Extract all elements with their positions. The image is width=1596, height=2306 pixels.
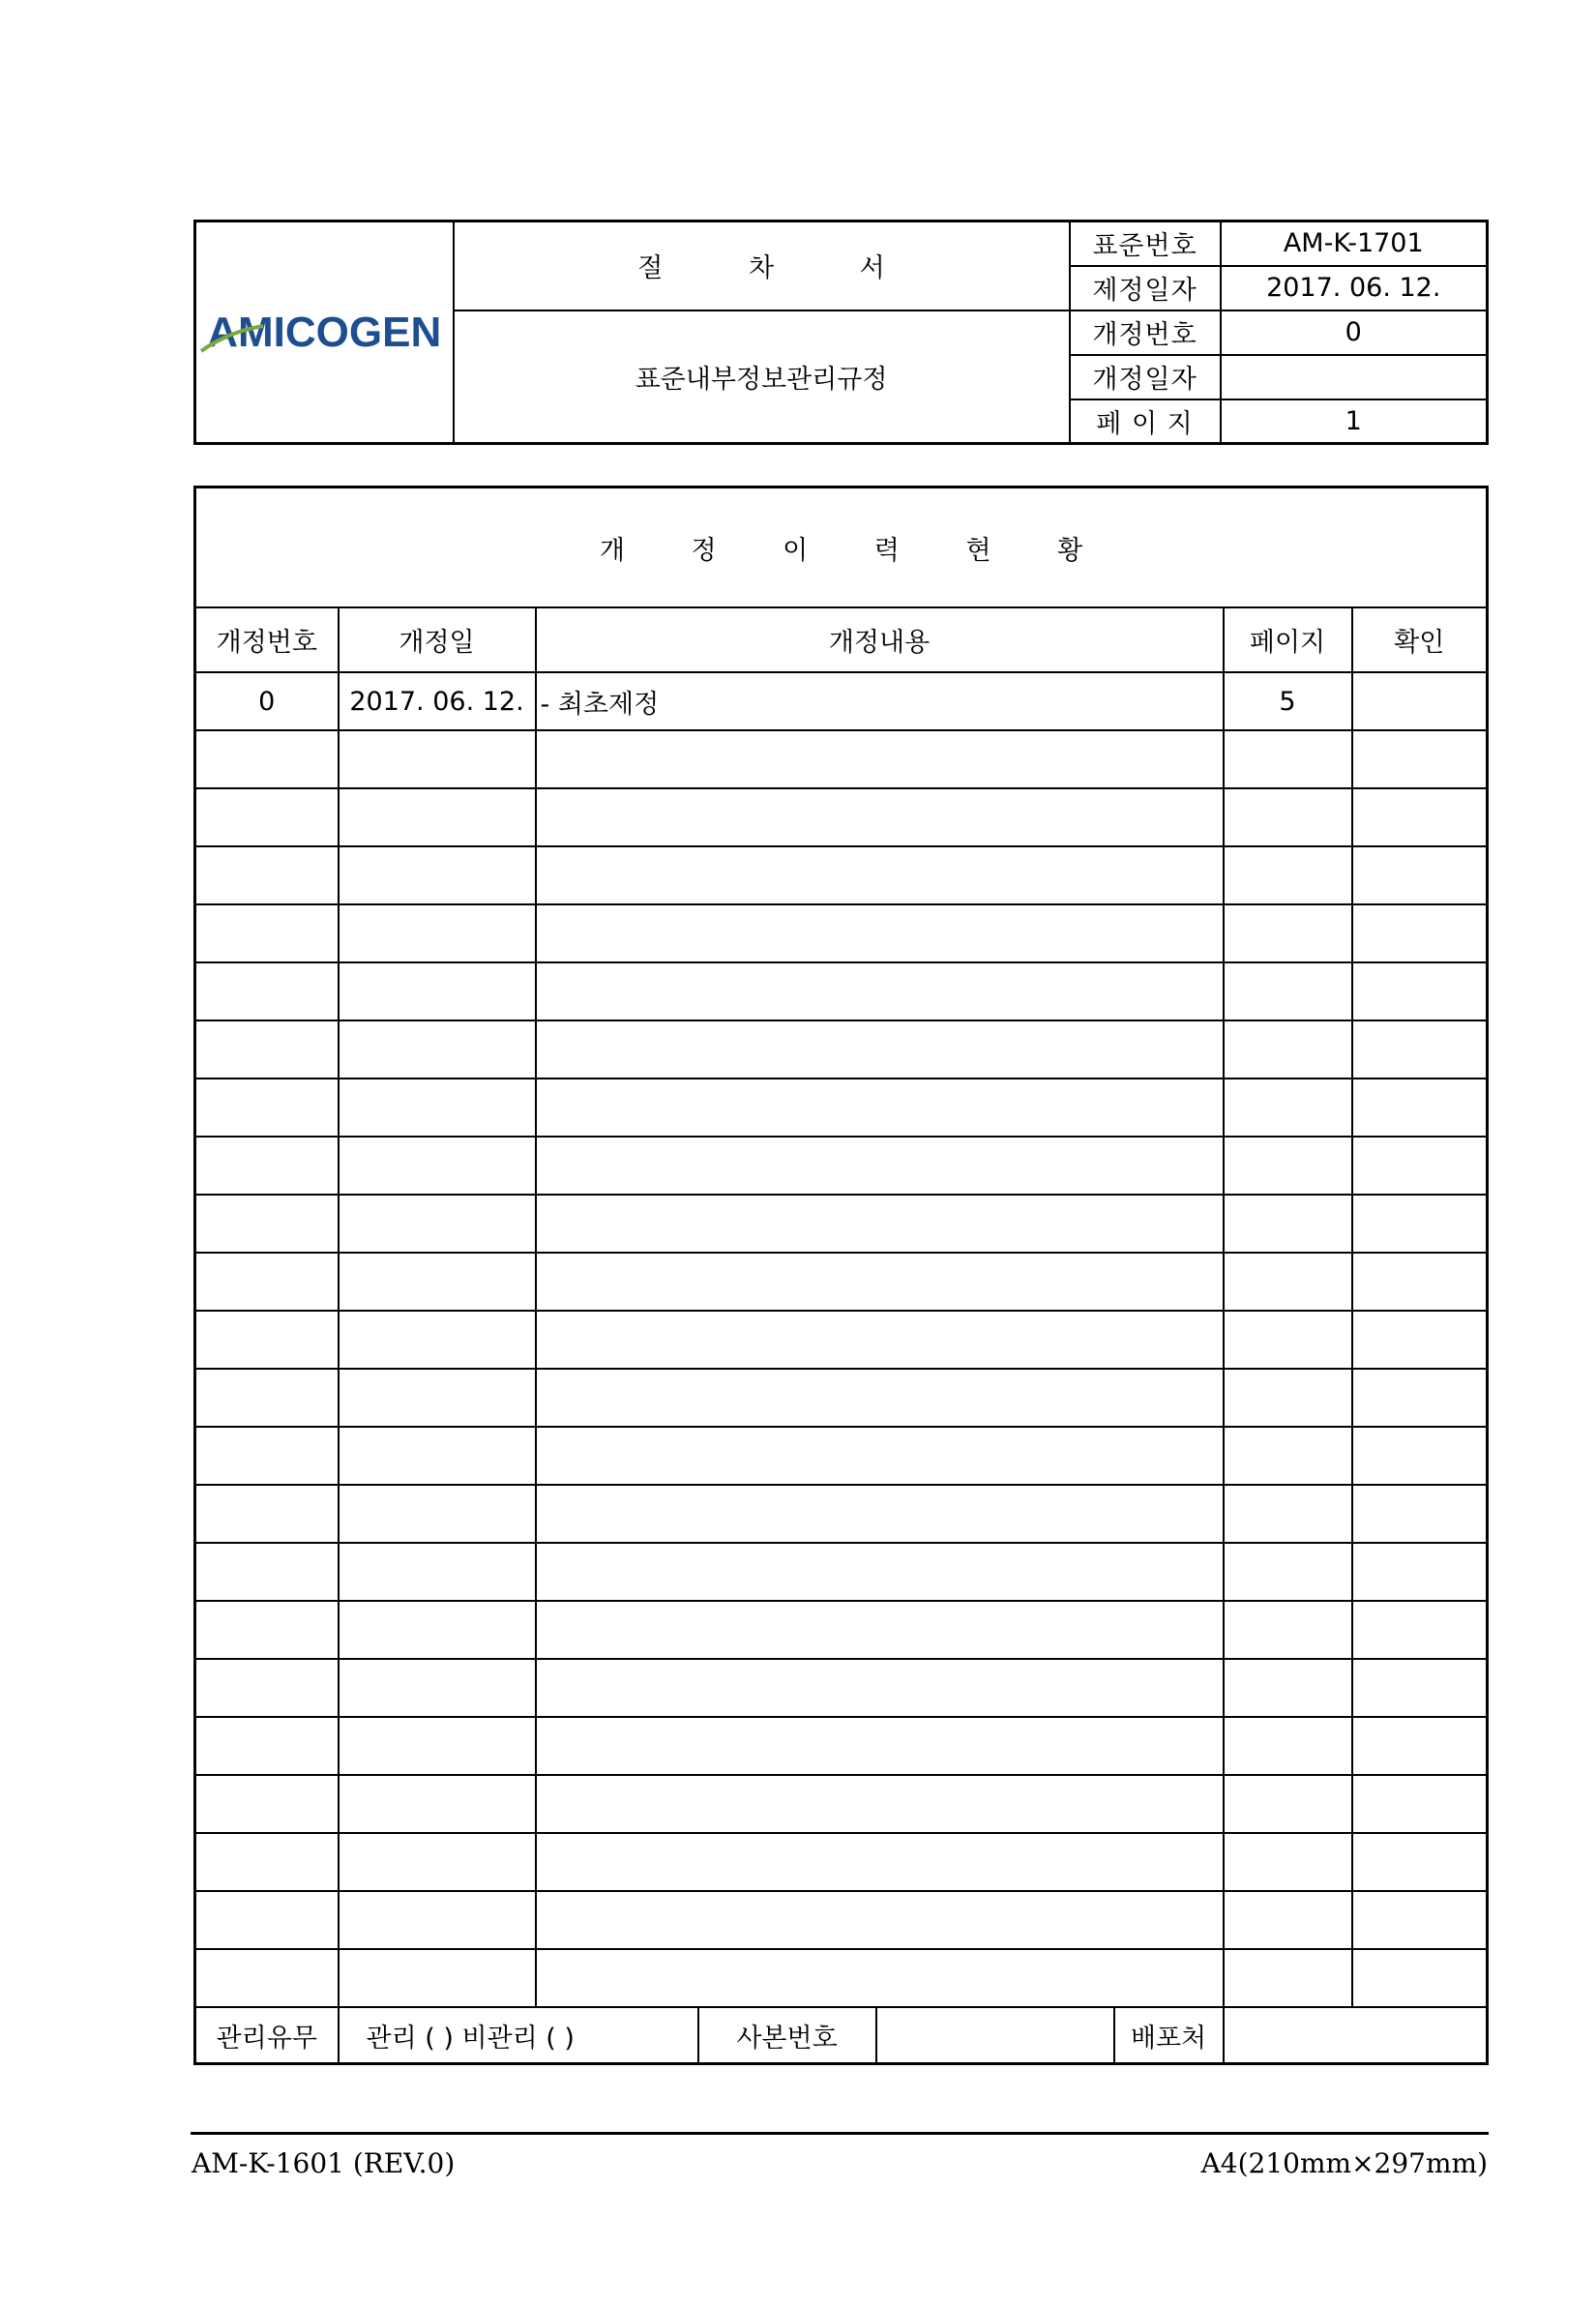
cell-revision-date (339, 1253, 536, 1311)
amicogen-logo (196, 309, 453, 357)
cell-revision-no (195, 1020, 339, 1079)
cell-page (1224, 1717, 1352, 1775)
cell-confirm (1352, 1485, 1488, 1543)
cell-revision-no (195, 1717, 339, 1775)
cell-revision-date (339, 1891, 536, 1949)
cell-page (1224, 1601, 1352, 1659)
cell-revision-content (536, 1079, 1224, 1137)
paper-size: A4(210mm×297mm) (1200, 2147, 1488, 2179)
cell-revision-no (195, 1195, 339, 1253)
cell-page (1224, 1833, 1352, 1891)
cell-revision-date (339, 1195, 536, 1253)
cell-revision-date (339, 1601, 536, 1659)
cell-revision-no (195, 904, 339, 962)
cell-confirm (1352, 1601, 1488, 1659)
cell-confirm (1352, 1369, 1488, 1427)
cell-page (1224, 788, 1352, 846)
table-row (195, 1949, 1488, 2007)
logo-swoosh-icon (199, 303, 267, 361)
cell-revision-no (195, 1485, 339, 1543)
meta-value-revision-no: 0 (1221, 310, 1488, 355)
cell-revision-date (339, 1949, 536, 2007)
cell-revision-date (339, 1659, 536, 1717)
document-type: 절 차 서 (454, 222, 1070, 310)
logo-text: AMICOGEN (207, 308, 442, 356)
cell-confirm (1352, 904, 1488, 962)
cell-revision-no: 0 (195, 672, 339, 730)
table-row (195, 1253, 1488, 1311)
cell-revision-content (536, 962, 1224, 1020)
meta-value-standard-no: AM-K-1701 (1221, 222, 1488, 266)
cell-page (1224, 1195, 1352, 1253)
cell-revision-content (536, 788, 1224, 846)
cell-revision-content (536, 1253, 1224, 1311)
table-row (195, 846, 1488, 904)
cell-confirm (1352, 1717, 1488, 1775)
table-row (195, 1775, 1488, 1833)
table-row (195, 1659, 1488, 1717)
document-name: 표준내부정보관리규정 (454, 310, 1070, 444)
meta-label-revision-date: 개정일자 (1070, 355, 1221, 399)
cell-page (1224, 1020, 1352, 1079)
cell-confirm (1352, 1543, 1488, 1601)
cell-confirm (1352, 1079, 1488, 1137)
cell-revision-no (195, 1427, 339, 1485)
column-header-confirm: 확인 (1352, 607, 1488, 672)
table-row (195, 788, 1488, 846)
cell-page (1224, 1659, 1352, 1717)
cell-revision-date: 2017. 06. 12. (339, 672, 536, 730)
document-header (193, 220, 1489, 445)
logo-cell (195, 222, 454, 444)
cell-revision-content (536, 1659, 1224, 1717)
cell-confirm (1352, 1427, 1488, 1485)
cell-page (1224, 1949, 1352, 2007)
cell-page: 5 (1224, 672, 1352, 730)
cell-confirm (1352, 730, 1488, 788)
cell-page (1224, 1369, 1352, 1427)
management-footer-row (195, 2007, 1488, 2064)
cell-page (1224, 1311, 1352, 1369)
table-row (195, 1369, 1488, 1427)
management-label: 관리유무 (195, 2007, 339, 2064)
cell-revision-no (195, 1891, 339, 1949)
cell-page (1224, 1485, 1352, 1543)
history-header-row (195, 607, 1488, 672)
meta-value-established-date: 2017. 06. 12. (1221, 266, 1488, 310)
cell-confirm (1352, 1833, 1488, 1891)
cell-revision-no (195, 846, 339, 904)
cell-revision-content (536, 1137, 1224, 1195)
cell-confirm (1352, 1949, 1488, 2007)
meta-label-standard-no: 표준번호 (1070, 222, 1221, 266)
table-row (195, 1717, 1488, 1775)
cell-revision-no (195, 788, 339, 846)
cell-revision-no (195, 1543, 339, 1601)
cell-revision-date (339, 962, 536, 1020)
cell-revision-date (339, 1717, 536, 1775)
cell-revision-content (536, 1195, 1224, 1253)
cell-revision-date (339, 846, 536, 904)
cell-revision-content (536, 1949, 1224, 2007)
table-row (195, 1079, 1488, 1137)
cell-revision-no (195, 1369, 339, 1427)
cell-page (1224, 1253, 1352, 1311)
cell-revision-date (339, 1369, 536, 1427)
table-row (195, 672, 1488, 730)
column-header-revision-content: 개정내용 (536, 607, 1224, 672)
meta-value-revision-date (1221, 355, 1488, 399)
cell-confirm (1352, 846, 1488, 904)
cell-page (1224, 1891, 1352, 1949)
cell-revision-content (536, 1543, 1224, 1601)
cell-confirm (1352, 1137, 1488, 1195)
management-checkbox-field[interactable]: 관리 ( ) 비관리 ( ) (339, 2007, 698, 2064)
cell-revision-content (536, 1427, 1224, 1485)
table-row (195, 1137, 1488, 1195)
column-header-revision-date: 개정일 (339, 607, 536, 672)
cell-revision-content (536, 1717, 1224, 1775)
table-row (195, 1427, 1488, 1485)
table-row (195, 1543, 1488, 1601)
cell-revision-content: - 최초제정 (536, 672, 1224, 730)
cell-confirm (1352, 1253, 1488, 1311)
cell-revision-no (195, 1775, 339, 1833)
cell-revision-content (536, 1369, 1224, 1427)
table-row (195, 1601, 1488, 1659)
cell-revision-date (339, 1020, 536, 1079)
cell-confirm (1352, 1195, 1488, 1253)
cell-page (1224, 904, 1352, 962)
table-row (195, 1195, 1488, 1253)
column-header-page: 페이지 (1224, 607, 1352, 672)
cell-revision-content (536, 1020, 1224, 1079)
cell-confirm (1352, 788, 1488, 846)
cell-revision-date (339, 788, 536, 846)
cell-revision-no (195, 1949, 339, 2007)
cell-revision-content (536, 730, 1224, 788)
cell-revision-no (195, 730, 339, 788)
revision-history-table (193, 486, 1489, 2065)
cell-revision-no (195, 1079, 339, 1137)
table-row (195, 1833, 1488, 1891)
form-code: AM-K-1601 (REV.0) (192, 2147, 456, 2179)
cell-confirm (1352, 1775, 1488, 1833)
cell-revision-content (536, 1775, 1224, 1833)
cell-revision-no (195, 1659, 339, 1717)
footer-divider (191, 2132, 1489, 2135)
cell-revision-date (339, 1137, 536, 1195)
cell-revision-no (195, 1137, 339, 1195)
cell-confirm (1352, 1311, 1488, 1369)
cell-revision-date (339, 730, 536, 788)
cell-revision-content (536, 1891, 1224, 1949)
cell-revision-date (339, 1427, 536, 1485)
cell-revision-no (195, 1253, 339, 1311)
copy-number-field[interactable] (876, 2007, 1114, 2064)
distribution-label: 배포처 (1114, 2007, 1224, 2064)
cell-revision-date (339, 904, 536, 962)
cell-page (1224, 1543, 1352, 1601)
cell-confirm (1352, 962, 1488, 1020)
cell-page (1224, 730, 1352, 788)
table-row (195, 1020, 1488, 1079)
table-row (195, 1485, 1488, 1543)
cell-page (1224, 846, 1352, 904)
cell-revision-no (195, 1601, 339, 1659)
cell-page (1224, 1079, 1352, 1137)
cell-confirm (1352, 1020, 1488, 1079)
cell-revision-no (195, 1833, 339, 1891)
cell-page (1224, 962, 1352, 1020)
cell-page (1224, 1137, 1352, 1195)
cell-revision-date (339, 1311, 536, 1369)
meta-value-page: 1 (1221, 399, 1488, 444)
cell-revision-date (339, 1543, 536, 1601)
table-row (195, 1891, 1488, 1949)
copy-number-label: 사본번호 (698, 2007, 876, 2064)
cell-revision-date (339, 1079, 536, 1137)
meta-label-page: 페 이 지 (1070, 399, 1221, 444)
table-row (195, 962, 1488, 1020)
history-title: 개 정 이 력 현 황 (195, 488, 1488, 608)
cell-revision-content (536, 904, 1224, 962)
cell-page (1224, 1775, 1352, 1833)
cell-confirm (1352, 1891, 1488, 1949)
table-row (195, 904, 1488, 962)
cell-revision-content (536, 1485, 1224, 1543)
cell-revision-date (339, 1833, 536, 1891)
cell-revision-content (536, 1601, 1224, 1659)
table-row (195, 730, 1488, 788)
table-row (195, 1311, 1488, 1369)
cell-revision-no (195, 1311, 339, 1369)
cell-revision-content (536, 1311, 1224, 1369)
cell-revision-content (536, 1833, 1224, 1891)
cell-revision-date (339, 1775, 536, 1833)
cell-confirm (1352, 1659, 1488, 1717)
meta-label-revision-no: 개정번호 (1070, 310, 1221, 355)
cell-revision-date (339, 1485, 536, 1543)
distribution-field[interactable] (1224, 2007, 1488, 2064)
column-header-revision-no: 개정번호 (195, 607, 339, 672)
meta-label-established-date: 제정일자 (1070, 266, 1221, 310)
cell-confirm (1352, 672, 1488, 730)
cell-revision-content (536, 846, 1224, 904)
cell-page (1224, 1427, 1352, 1485)
cell-revision-no (195, 962, 339, 1020)
